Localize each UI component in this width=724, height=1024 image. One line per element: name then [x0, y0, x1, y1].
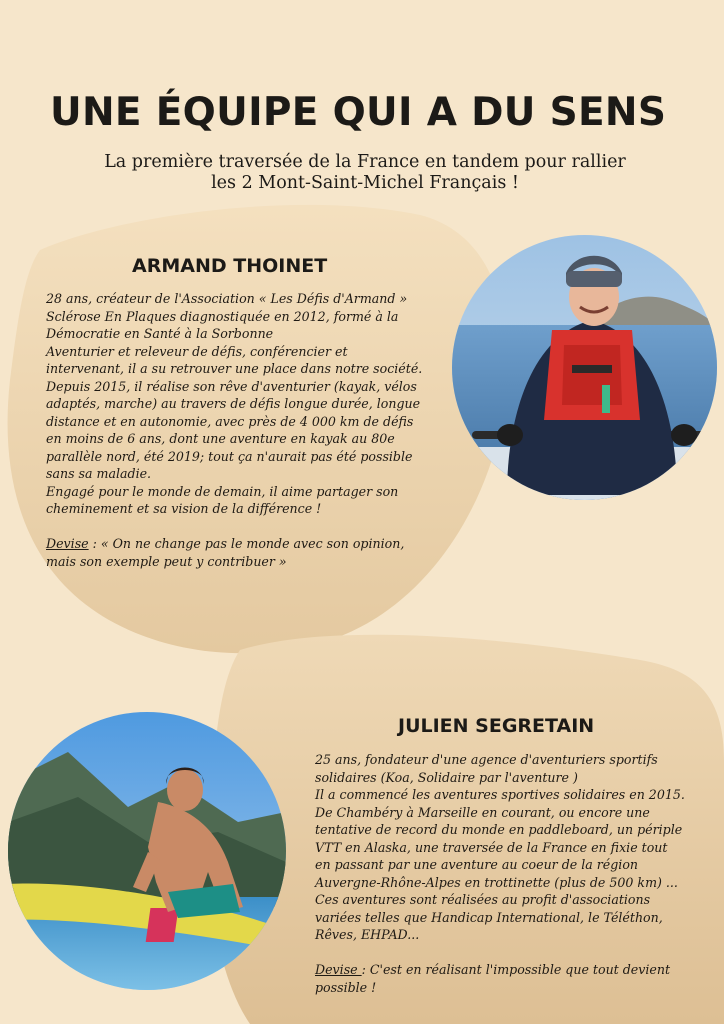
bio-line: sans sa maladie.	[46, 466, 152, 481]
bio-line: 25 ans, fondateur d'une agence d'aventuriers sportifs	[315, 752, 658, 767]
julien-name-heading: JULIEN SEGRETAIN	[398, 715, 595, 737]
bio-line: De Chambéry à Marseille en courant, ou encore une	[315, 804, 650, 820]
bio-line: VTT en Alaska, une traversée de la France en fixie tout	[315, 839, 668, 855]
armand-photo	[452, 235, 717, 500]
armand-bio	[46, 290, 446, 570]
bio-line: cheminement et sa vision de la différence !	[46, 501, 322, 516]
page-title: UNE ÉQUIPE QUI A DU SENS	[50, 90, 667, 135]
bio-line: tentative de record du monde en paddleboard, un périple	[315, 822, 683, 837]
motto-line: possible !	[315, 979, 377, 995]
bio-line: parallèle nord, été 2019; tout ça n'aurait pas été possible	[46, 448, 413, 464]
bio-line: distance et en autonomie, avec près de 4 000 km de défis	[46, 413, 414, 429]
motto-label: Devise	[315, 962, 362, 977]
motto-line	[46, 535, 446, 553]
bio-line: 28 ans, créateur de l'Association « Les Défis d'Armand »	[46, 291, 408, 306]
bio-line: intervenant, il a su retrouver une place dans notre société.	[46, 361, 423, 376]
bio-line: Engagé pour le monde de demain, il aime partager son	[46, 483, 399, 499]
motto-line	[315, 961, 715, 979]
bio-line: adaptés, marche) au travers de défis longue durée, longue	[46, 396, 421, 411]
bio-line: en passant par une aventure au coeur de la région	[315, 857, 639, 872]
subtitle-line: La première traversée de la France en tandem pour rallier	[104, 152, 626, 172]
bio-line: Depuis 2015, il réalise son rêve d'aventurier (kayak, vélos	[46, 378, 417, 394]
julien-bio	[315, 751, 715, 996]
bio-line: Auvergne-Rhône-Alpes en trottinette (plus de 500 km) ...	[315, 874, 678, 890]
bio-line: en moins de 6 ans, dont une aventure en kayak au 80e	[46, 431, 395, 446]
armand-name-heading: ARMAND THOINET	[132, 255, 328, 277]
bio-line: Il a commencé les aventures sportives solidaires en 2015.	[315, 787, 685, 802]
bio-line: Aventurier et releveur de défis, conférencier et	[46, 343, 348, 359]
motto-text: : « On ne change pas le monde avec son opinion,	[88, 536, 405, 551]
motto-line: mais son exemple peut y contribuer »	[46, 553, 287, 569]
julien-photo	[8, 712, 286, 990]
bio-line: Rêves, EHPAD...	[315, 927, 420, 942]
page-subtitle	[40, 152, 690, 194]
bio-line: solidaires (Koa, Solidaire par l'aventure )	[315, 769, 578, 785]
bio-line: Ces aventures sont réalisées au profit d'associations	[315, 892, 651, 907]
bio-line: Démocratie en Santé à la Sorbonne	[46, 326, 274, 341]
bio-line: variées telles que Handicap International, le Téléthon,	[315, 909, 663, 925]
bio-line: Sclérose En Plaques diagnostiquée en 2012, formé à la	[46, 308, 399, 324]
motto-text: : C'est en réalisant l'impossible que tout devient	[361, 962, 671, 977]
subtitle-line: les 2 Mont-Saint-Michel Français !	[211, 173, 519, 193]
motto-label: Devise	[46, 536, 89, 551]
